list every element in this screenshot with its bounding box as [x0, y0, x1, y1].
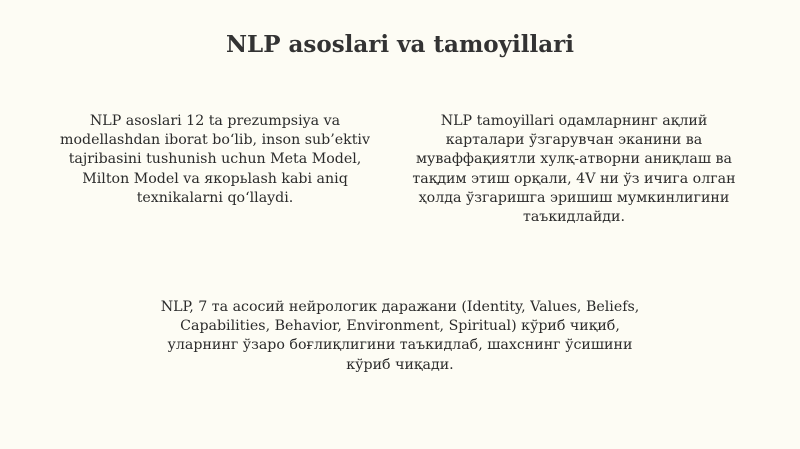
text-block-right: NLP tamoyillari одамларнинг ақлий карталари ўзгарувчан эканини ва муваффақиятли хулқ-атворни аниқлаш ва тақдим этиш орқали, 4V ни ўз ичига олган ҳолда ўзгаришга эришиш мумкинлигини таъкидлайди. [412, 113, 736, 226]
slide-title: NLP asoslari va tamoyillari [226, 31, 574, 58]
text-block-left: NLP asoslari 12 ta prezumpsiya va modellashdan iborat bo‘lib, inson sub’ektiv tajribasini tushunish uchun Meta Model, Milton Model va якорьlash kabi aniq texnikalarni qo‘llaydi. [60, 113, 370, 206]
text-block-bottom: NLP, 7 та асосий нейрологик даражани (Identity, Values, Beliefs, Capabilities, Behavior, Environment, Spiritual) кўриб чиқиб, уларнинг ўзаро боғлиқлигини таъкидлаб, шахснинг ўсишини кўриб чиқади. [160, 299, 640, 373]
